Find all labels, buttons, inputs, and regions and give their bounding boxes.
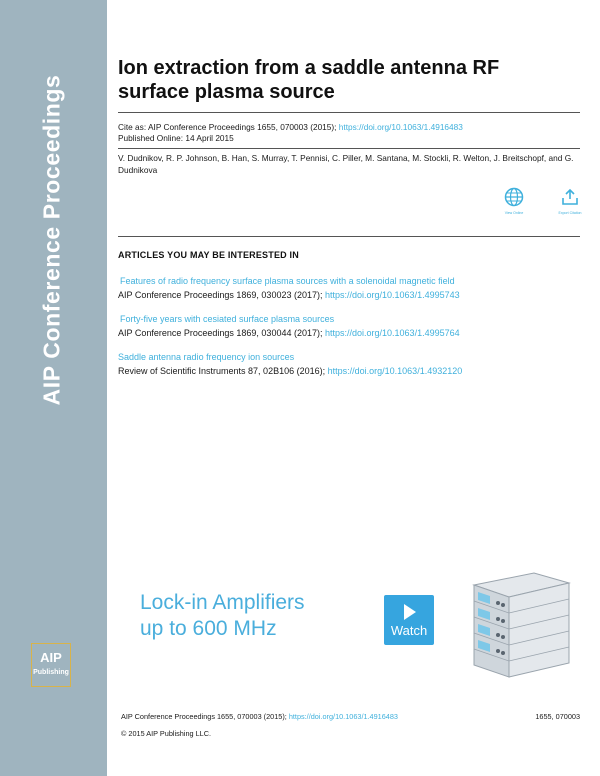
- footer-citation-text: AIP Conference Proceedings 1655, 070003 (2015);: [121, 712, 287, 721]
- logo-aip-text: AIP: [40, 650, 62, 665]
- footer-page-number: 1655, 070003: [535, 712, 580, 721]
- related-article-journal-2: AIP Conference Proceedings 1869, 030044 (2017);: [118, 328, 323, 338]
- footer-citation: [121, 712, 398, 721]
- published-date: Published Online: 14 April 2015: [118, 133, 234, 143]
- related-article-title-2[interactable]: Forty-five years with cesiated surface plasma sources: [120, 314, 335, 324]
- instrument-stack-icon: [464, 567, 574, 683]
- meta-divider: [118, 148, 580, 149]
- title-divider: [118, 112, 580, 113]
- author-list: V. Dudnikov, R. P. Johnson, B. Han, S. Murray, T. Pennisi, C. Piller, M. Santana, M. Stockli, R. Welton, J. Breitschopf, and G. Dudnikova: [118, 153, 574, 175]
- view-online-label: View Online: [504, 211, 524, 215]
- related-article-journal-3: Review of Scientific Instruments 87, 02B106 (2016);: [118, 366, 326, 376]
- related-articles-heading: ARTICLES YOU MAY BE INTERESTED IN: [118, 250, 299, 260]
- related-article-doi-3[interactable]: https://doi.org/10.1063/1.4932120: [327, 366, 463, 376]
- related-article-source-3: [118, 366, 462, 376]
- watch-button[interactable]: [384, 595, 434, 645]
- export-citation-label: Export Citation: [558, 211, 582, 215]
- play-icon: [399, 602, 419, 622]
- ad-subline: up to 600 MHz: [140, 617, 277, 640]
- export-citation-button[interactable]: [545, 187, 595, 215]
- related-article-doi-2[interactable]: https://doi.org/10.1063/1.4995764: [325, 328, 460, 338]
- advertisement-banner[interactable]: [124, 565, 578, 685]
- related-article-journal-1: AIP Conference Proceedings 1869, 030023 (2017);: [118, 290, 323, 300]
- journal-title: AIP Conference Proceedings: [38, 74, 65, 406]
- logo-publishing-text: Publishing: [33, 669, 69, 676]
- watch-label: Watch: [390, 623, 428, 638]
- paper-title: Ion extraction from a saddle antenna RF surface plasma source: [118, 57, 500, 103]
- related-article-title-1[interactable]: Features of radio frequency surface plasma sources with a solenoidal magnetic field: [120, 276, 455, 286]
- related-divider: [118, 236, 580, 237]
- footer-doi-link[interactable]: https://doi.org/10.1063/1.4916483: [288, 712, 398, 721]
- footer-copyright: © 2015 AIP Publishing LLC.: [121, 729, 212, 738]
- related-article-title-3[interactable]: Saddle antenna radio frequency ion sources: [118, 352, 295, 362]
- related-article-source-2: [118, 328, 460, 338]
- related-article-source-1: [118, 290, 460, 300]
- aip-publishing-logo[interactable]: [31, 643, 71, 687]
- related-article-doi-1[interactable]: https://doi.org/10.1063/1.4995743: [325, 290, 460, 300]
- view-online-button[interactable]: [489, 187, 539, 215]
- paper-doi-link[interactable]: https://doi.org/10.1063/1.4916483: [338, 122, 463, 132]
- citation-line: [118, 122, 463, 133]
- citation-text: Cite as: AIP Conference Proceedings 1655, 070003 (2015);: [118, 122, 337, 132]
- globe-icon: [504, 187, 524, 207]
- ad-headline: Lock-in Amplifiers: [140, 591, 305, 614]
- export-icon: [560, 187, 580, 207]
- journal-sidebar: [0, 0, 107, 776]
